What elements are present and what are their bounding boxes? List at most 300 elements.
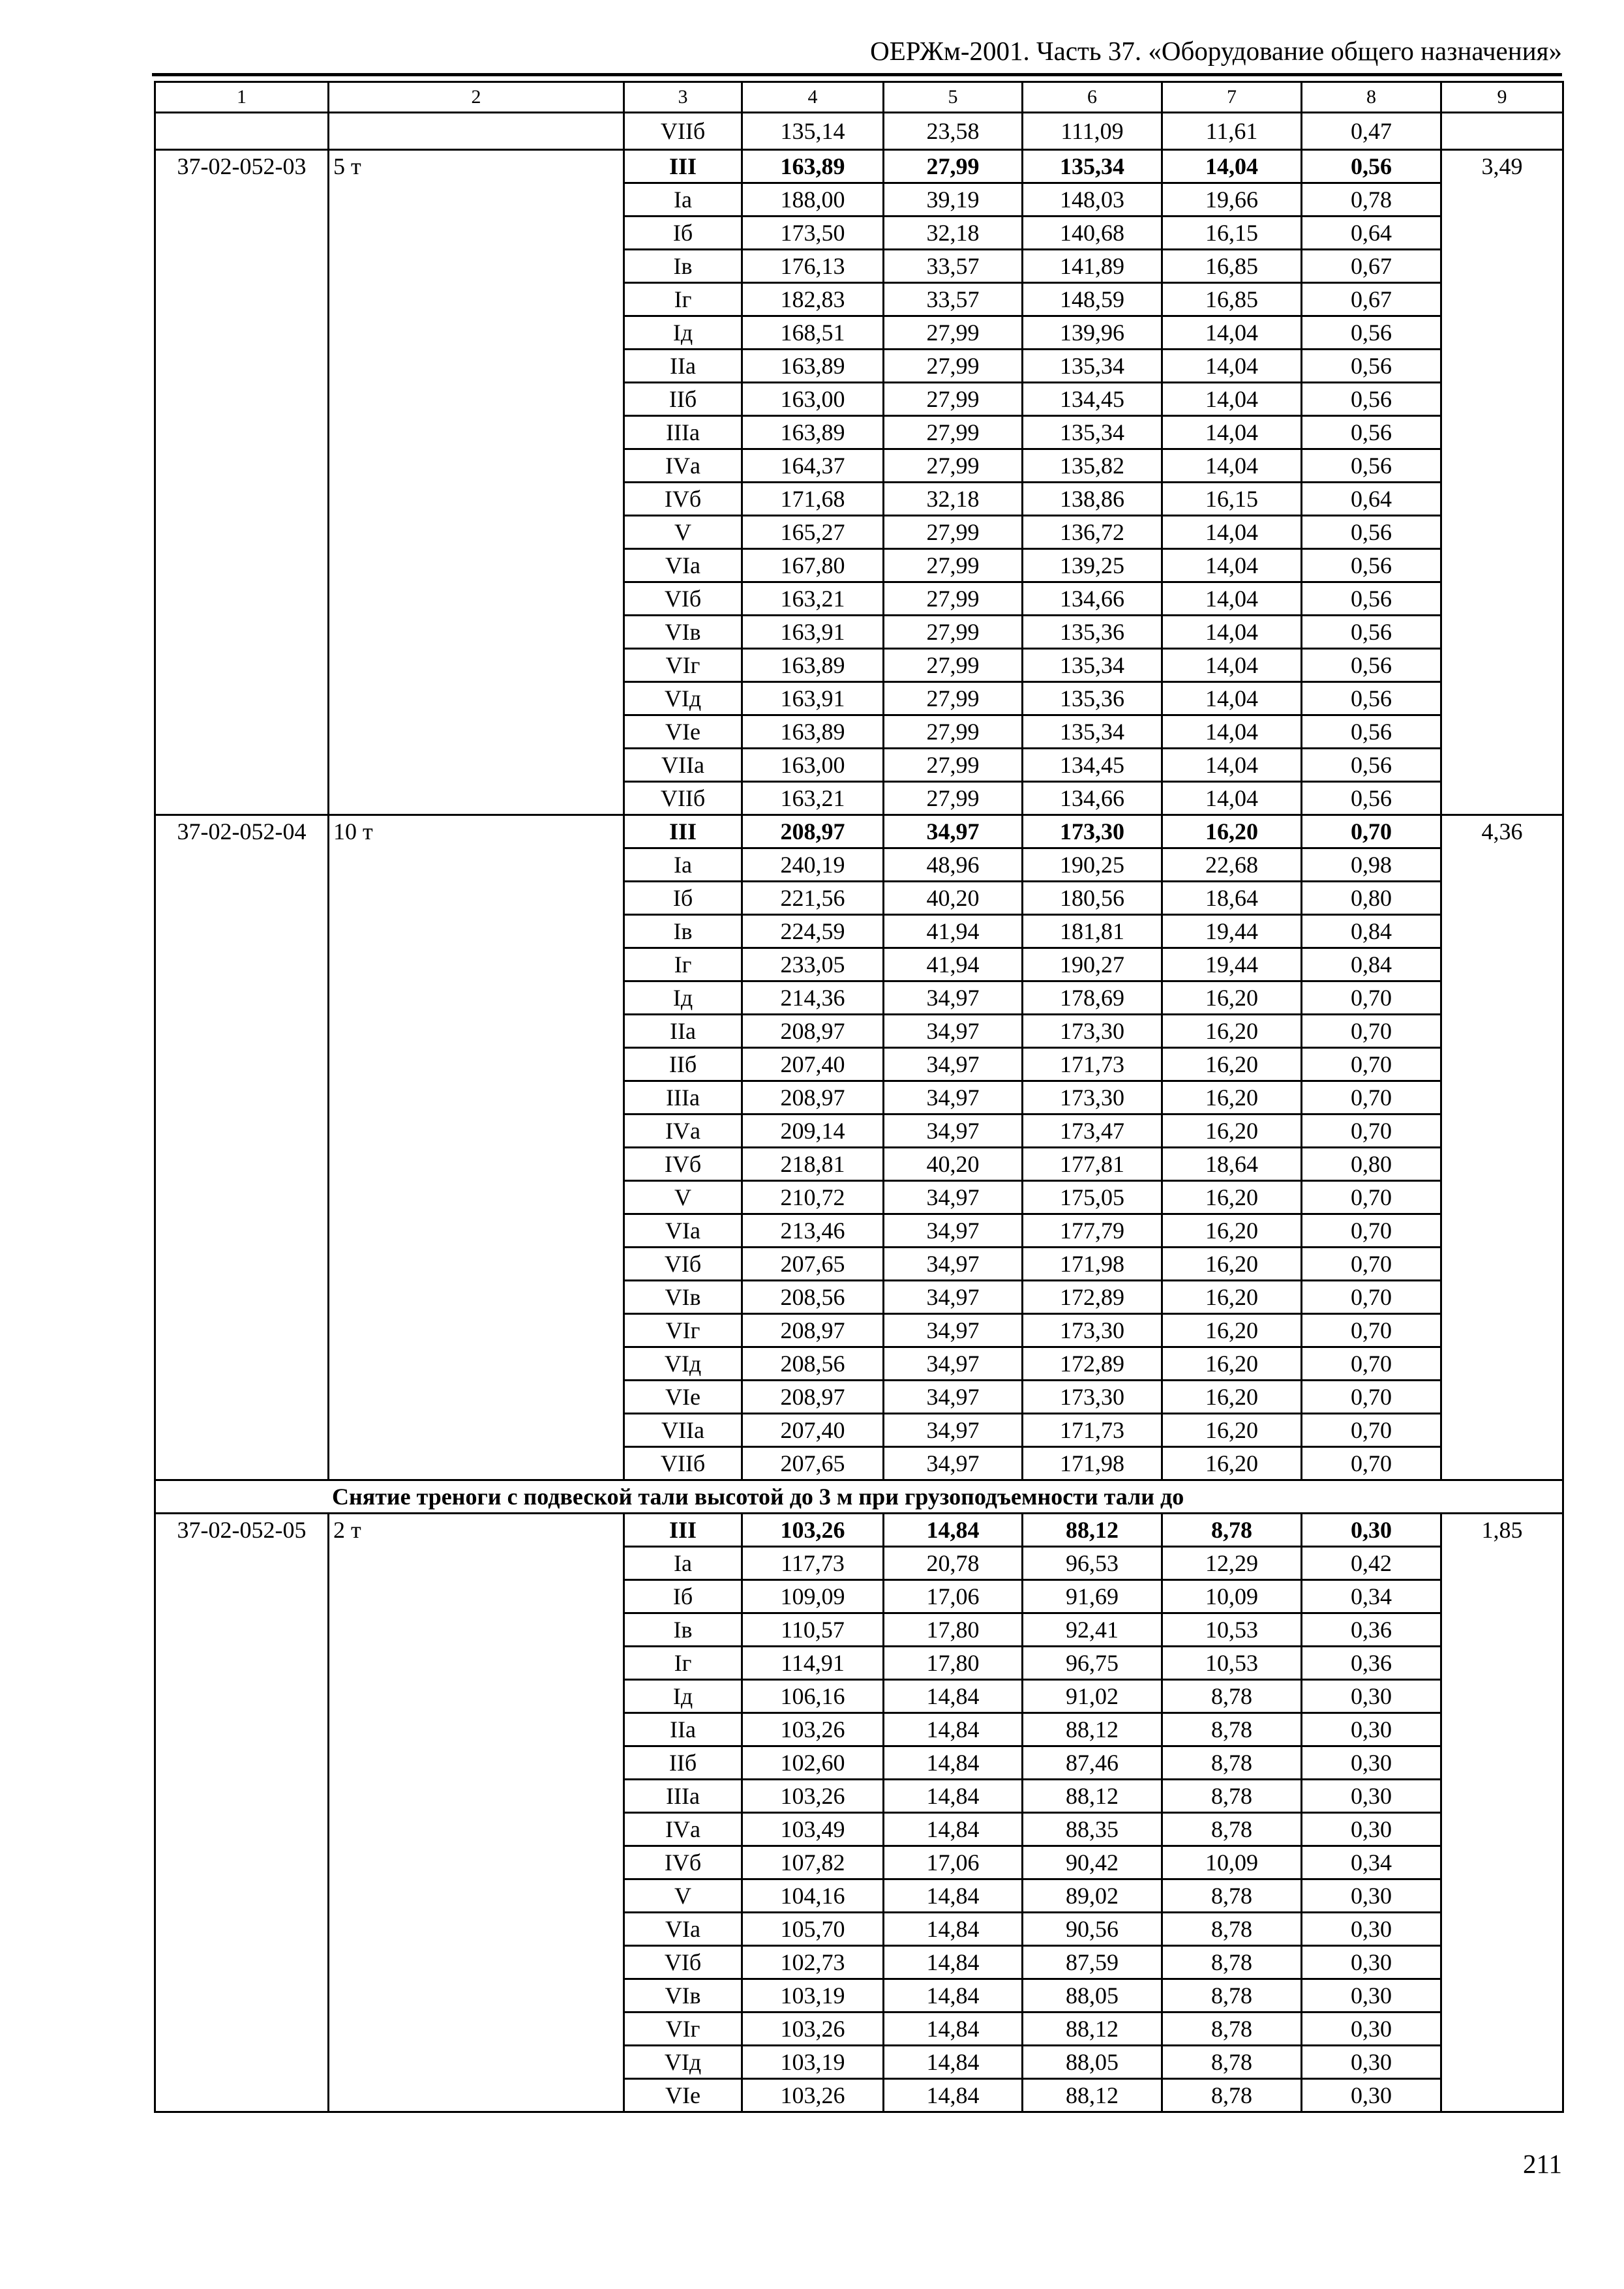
zone-cell: VIIб xyxy=(624,1447,742,1480)
value-cell: 0,70 xyxy=(1302,1214,1441,1248)
value-cell: 34,97 xyxy=(884,1447,1023,1480)
value-cell: 173,30 xyxy=(1023,1015,1162,1048)
value-cell: 16,15 xyxy=(1162,483,1302,516)
zone-cell: VIв xyxy=(624,1281,742,1314)
value-cell: 0,56 xyxy=(1302,383,1441,416)
value-cell: 0,30 xyxy=(1302,1514,1441,1547)
value-cell: 16,20 xyxy=(1162,1414,1302,1447)
value-cell: 34,97 xyxy=(884,1015,1023,1048)
value-cell: 141,89 xyxy=(1023,250,1162,283)
column-number: 5 xyxy=(884,82,1023,113)
value-cell: 10,09 xyxy=(1162,1846,1302,1879)
value-cell: 171,73 xyxy=(1023,1414,1162,1447)
value-cell: 0,56 xyxy=(1302,316,1441,350)
zone-cell: Iг xyxy=(624,1647,742,1680)
zone-cell: Iа xyxy=(624,848,742,882)
value-cell: 103,26 xyxy=(742,1780,884,1813)
value-cell: 16,20 xyxy=(1162,1081,1302,1115)
value-cell: 27,99 xyxy=(884,549,1023,582)
value-cell: 171,98 xyxy=(1023,1447,1162,1480)
zone-cell: VIе xyxy=(624,2079,742,2112)
value-cell: 10,09 xyxy=(1162,1580,1302,1613)
value-cell: 0,30 xyxy=(1302,2046,1441,2079)
value-cell: 27,99 xyxy=(884,582,1023,616)
value-cell: 207,40 xyxy=(742,1414,884,1447)
value-cell: 0,70 xyxy=(1302,1181,1441,1214)
value-cell: 0,30 xyxy=(1302,1879,1441,1913)
value-cell: 139,96 xyxy=(1023,316,1162,350)
zone-cell: Iд xyxy=(624,316,742,350)
value-cell: 17,80 xyxy=(884,1647,1023,1680)
value-cell: 135,14 xyxy=(742,113,884,150)
value-cell: 103,26 xyxy=(742,1514,884,1547)
value-cell: 27,99 xyxy=(884,616,1023,649)
value-cell: 91,69 xyxy=(1023,1580,1162,1613)
value-cell: 0,36 xyxy=(1302,1613,1441,1647)
value-cell: 114,91 xyxy=(742,1647,884,1680)
zone-cell: Iб xyxy=(624,882,742,915)
value-cell: 14,84 xyxy=(884,2046,1023,2079)
value-cell: 16,20 xyxy=(1162,1347,1302,1381)
value-cell: 214,36 xyxy=(742,981,884,1015)
value-cell: 173,50 xyxy=(742,217,884,250)
value-cell: 14,04 xyxy=(1162,549,1302,582)
zone-cell: IVа xyxy=(624,1115,742,1148)
zone-cell: VIе xyxy=(624,715,742,749)
value-cell: 27,99 xyxy=(884,416,1023,449)
value-cell: 27,99 xyxy=(884,682,1023,715)
value-cell: 0,80 xyxy=(1302,882,1441,915)
value-cell: 8,78 xyxy=(1162,1946,1302,1979)
value-cell: 17,06 xyxy=(884,1580,1023,1613)
value-cell: 0,67 xyxy=(1302,283,1441,316)
value-cell: 0,84 xyxy=(1302,948,1441,981)
value-cell: 208,56 xyxy=(742,1281,884,1314)
zone-cell: VIд xyxy=(624,2046,742,2079)
zone-cell: IVа xyxy=(624,1813,742,1846)
value-cell: 14,04 xyxy=(1162,150,1302,183)
norm-capacity: 10 т xyxy=(329,815,624,1480)
value-cell: 22,68 xyxy=(1162,848,1302,882)
value-cell: 163,89 xyxy=(742,649,884,682)
value-cell: 33,57 xyxy=(884,250,1023,283)
value-cell: 8,78 xyxy=(1162,1680,1302,1713)
value-cell: 0,56 xyxy=(1302,582,1441,616)
norms-table-body xyxy=(155,82,1563,2112)
value-cell: 111,09 xyxy=(1023,113,1162,150)
value-cell: 165,27 xyxy=(742,516,884,549)
value-cell: 14,04 xyxy=(1162,782,1302,815)
norm-code: 37-02-052-05 xyxy=(155,1514,329,2112)
value-cell: 0,70 xyxy=(1302,1048,1441,1081)
value-cell: 173,30 xyxy=(1023,1081,1162,1115)
value-cell: 163,21 xyxy=(742,582,884,616)
page-number: 211 xyxy=(1523,2149,1562,2179)
header-rule xyxy=(152,73,1562,76)
value-cell: 0,64 xyxy=(1302,217,1441,250)
value-cell: 171,98 xyxy=(1023,1248,1162,1281)
value-cell: 27,99 xyxy=(884,782,1023,815)
value-cell: 0,30 xyxy=(1302,1780,1441,1813)
value-cell: 213,46 xyxy=(742,1214,884,1248)
norms-table xyxy=(154,81,1564,2113)
zone-cell: Iа xyxy=(624,183,742,217)
value-cell: 88,05 xyxy=(1023,2046,1162,2079)
value-cell: 0,42 xyxy=(1302,1547,1441,1580)
column-number: 9 xyxy=(1441,82,1563,113)
value-cell: 0,78 xyxy=(1302,183,1441,217)
column-number: 2 xyxy=(329,82,624,113)
value-cell: 218,81 xyxy=(742,1148,884,1181)
value-cell: 0,56 xyxy=(1302,682,1441,715)
value-cell: 0,70 xyxy=(1302,1281,1441,1314)
pass-value: 4,36 xyxy=(1441,815,1563,1480)
column-number: 6 xyxy=(1023,82,1162,113)
value-cell: 171,73 xyxy=(1023,1048,1162,1081)
zone-cell: V xyxy=(624,1181,742,1214)
zone-cell: III xyxy=(624,815,742,848)
zone-cell: V xyxy=(624,516,742,549)
zone-cell: VIв xyxy=(624,616,742,649)
value-cell: 0,56 xyxy=(1302,549,1441,582)
zone-cell: IIIа xyxy=(624,1780,742,1813)
value-cell: 90,42 xyxy=(1023,1846,1162,1879)
pass-value: 1,85 xyxy=(1441,1514,1563,2112)
value-cell: 134,45 xyxy=(1023,749,1162,782)
value-cell: 103,49 xyxy=(742,1813,884,1846)
value-cell: 163,89 xyxy=(742,350,884,383)
table-row xyxy=(155,815,1563,848)
value-cell: 14,04 xyxy=(1162,715,1302,749)
value-cell: 16,20 xyxy=(1162,1281,1302,1314)
value-cell: 138,86 xyxy=(1023,483,1162,516)
zone-cell: VIа xyxy=(624,1913,742,1946)
value-cell: 14,04 xyxy=(1162,749,1302,782)
zone-cell: VIIб xyxy=(624,782,742,815)
zone-cell: VIд xyxy=(624,682,742,715)
value-cell: 0,70 xyxy=(1302,1015,1441,1048)
value-cell: 14,84 xyxy=(884,1979,1023,2012)
page-header-title: ОЕРЖм-2001. Часть 37. «Оборудование общего назначения» xyxy=(870,36,1562,66)
zone-cell: VIа xyxy=(624,1214,742,1248)
value-cell: 163,89 xyxy=(742,150,884,183)
value-cell: 163,91 xyxy=(742,616,884,649)
value-cell: 135,36 xyxy=(1023,682,1162,715)
value-cell: 0,70 xyxy=(1302,1081,1441,1115)
value-cell: 190,27 xyxy=(1023,948,1162,981)
value-cell: 0,30 xyxy=(1302,1746,1441,1780)
value-cell: 176,13 xyxy=(742,250,884,283)
value-cell: 23,58 xyxy=(884,113,1023,150)
value-cell: 96,53 xyxy=(1023,1547,1162,1580)
zone-cell: VIг xyxy=(624,649,742,682)
table-row xyxy=(155,150,1563,183)
value-cell: 14,84 xyxy=(884,1680,1023,1713)
value-cell: 27,99 xyxy=(884,516,1023,549)
value-cell: 14,84 xyxy=(884,1746,1023,1780)
value-cell: 14,84 xyxy=(884,1913,1023,1946)
value-cell: 27,99 xyxy=(884,749,1023,782)
value-cell: 180,56 xyxy=(1023,882,1162,915)
zone-cell: IVб xyxy=(624,483,742,516)
value-cell: 14,84 xyxy=(884,1813,1023,1846)
value-cell: 41,94 xyxy=(884,915,1023,948)
zone-cell: VIб xyxy=(624,1946,742,1979)
value-cell: 208,97 xyxy=(742,815,884,848)
value-cell: 0,98 xyxy=(1302,848,1441,882)
zone-cell: Iд xyxy=(624,981,742,1015)
value-cell: 34,97 xyxy=(884,1115,1023,1148)
value-cell: 34,97 xyxy=(884,1281,1023,1314)
value-cell: 207,40 xyxy=(742,1048,884,1081)
column-number-row xyxy=(155,82,1563,113)
zone-cell: IIб xyxy=(624,1048,742,1081)
value-cell: 171,68 xyxy=(742,483,884,516)
value-cell: 178,69 xyxy=(1023,981,1162,1015)
value-cell: 135,34 xyxy=(1023,649,1162,682)
value-cell: 208,56 xyxy=(742,1347,884,1381)
value-cell: 8,78 xyxy=(1162,1913,1302,1946)
value-cell: 168,51 xyxy=(742,316,884,350)
value-cell: 14,04 xyxy=(1162,316,1302,350)
value-cell: 16,20 xyxy=(1162,1214,1302,1248)
value-cell: 33,57 xyxy=(884,283,1023,316)
value-cell: 91,02 xyxy=(1023,1680,1162,1713)
value-cell: 102,60 xyxy=(742,1746,884,1780)
value-cell: 88,12 xyxy=(1023,2079,1162,2112)
value-cell: 0,70 xyxy=(1302,1347,1441,1381)
value-cell: 34,97 xyxy=(884,815,1023,848)
value-cell: 8,78 xyxy=(1162,1514,1302,1547)
value-cell: 8,78 xyxy=(1162,2079,1302,2112)
value-cell: 16,15 xyxy=(1162,217,1302,250)
value-cell: 16,85 xyxy=(1162,283,1302,316)
value-cell: 41,94 xyxy=(884,948,1023,981)
value-cell: 0,34 xyxy=(1302,1846,1441,1879)
value-cell: 182,83 xyxy=(742,283,884,316)
value-cell: 148,59 xyxy=(1023,283,1162,316)
value-cell: 14,04 xyxy=(1162,383,1302,416)
value-cell: 0,34 xyxy=(1302,1580,1441,1613)
zone-cell: IVб xyxy=(624,1846,742,1879)
value-cell: 0,30 xyxy=(1302,2079,1441,2112)
zone-cell: Iв xyxy=(624,250,742,283)
value-cell: 117,73 xyxy=(742,1547,884,1580)
value-cell: 240,19 xyxy=(742,848,884,882)
value-cell: 10,53 xyxy=(1162,1613,1302,1647)
value-cell: 16,20 xyxy=(1162,981,1302,1015)
value-cell: 14,04 xyxy=(1162,350,1302,383)
zone-cell: IIа xyxy=(624,1015,742,1048)
value-cell: 14,04 xyxy=(1162,649,1302,682)
value-cell: 34,97 xyxy=(884,1248,1023,1281)
value-cell: 8,78 xyxy=(1162,1780,1302,1813)
value-cell: 0,56 xyxy=(1302,649,1441,682)
zone-cell: IIб xyxy=(624,383,742,416)
value-cell: 14,84 xyxy=(884,1713,1023,1746)
value-cell: 0,67 xyxy=(1302,250,1441,283)
value-cell: 0,80 xyxy=(1302,1148,1441,1181)
column-number: 4 xyxy=(742,82,884,113)
value-cell: 90,56 xyxy=(1023,1913,1162,1946)
value-cell: 109,09 xyxy=(742,1580,884,1613)
value-cell: 210,72 xyxy=(742,1181,884,1214)
value-cell: 0,64 xyxy=(1302,483,1441,516)
value-cell: 104,16 xyxy=(742,1879,884,1913)
value-cell: 34,97 xyxy=(884,981,1023,1015)
norm-capacity: 2 т xyxy=(329,1514,624,2112)
value-cell: 173,30 xyxy=(1023,815,1162,848)
value-cell: 16,20 xyxy=(1162,1015,1302,1048)
value-cell: 11,61 xyxy=(1162,113,1302,150)
value-cell: 208,97 xyxy=(742,1314,884,1347)
zone-cell: III xyxy=(624,1514,742,1547)
norm-code: 37-02-052-03 xyxy=(155,150,329,815)
table-row xyxy=(155,113,1563,150)
value-cell: 0,56 xyxy=(1302,782,1441,815)
value-cell: 0,47 xyxy=(1302,113,1441,150)
value-cell: 87,46 xyxy=(1023,1746,1162,1780)
value-cell: 0,30 xyxy=(1302,1813,1441,1846)
value-cell: 40,20 xyxy=(884,1148,1023,1181)
value-cell: 0,56 xyxy=(1302,150,1441,183)
value-cell: 14,84 xyxy=(884,1780,1023,1813)
zone-cell: IVа xyxy=(624,449,742,483)
value-cell: 14,04 xyxy=(1162,582,1302,616)
value-cell: 175,05 xyxy=(1023,1181,1162,1214)
value-cell: 135,34 xyxy=(1023,416,1162,449)
value-cell: 106,16 xyxy=(742,1680,884,1713)
value-cell: 103,19 xyxy=(742,1979,884,2012)
value-cell: 16,20 xyxy=(1162,1115,1302,1148)
value-cell: 0,30 xyxy=(1302,1913,1441,1946)
value-cell: 8,78 xyxy=(1162,1746,1302,1780)
value-cell: 17,06 xyxy=(884,1846,1023,1879)
value-cell: 173,47 xyxy=(1023,1115,1162,1148)
value-cell: 88,05 xyxy=(1023,1979,1162,2012)
value-cell: 0,56 xyxy=(1302,516,1441,549)
norm-capacity: 5 т xyxy=(329,150,624,815)
value-cell: 0,70 xyxy=(1302,1414,1441,1447)
value-cell: 16,20 xyxy=(1162,1447,1302,1480)
zone-cell: VIб xyxy=(624,582,742,616)
value-cell: 0,56 xyxy=(1302,350,1441,383)
capacity-cell xyxy=(329,113,624,150)
value-cell: 148,03 xyxy=(1023,183,1162,217)
zone-cell: V xyxy=(624,1879,742,1913)
zone-cell: Iг xyxy=(624,948,742,981)
value-cell: 16,20 xyxy=(1162,1181,1302,1214)
value-cell: 8,78 xyxy=(1162,1979,1302,2012)
zone-cell: Iа xyxy=(624,1547,742,1580)
value-cell: 0,56 xyxy=(1302,416,1441,449)
value-cell: 221,56 xyxy=(742,882,884,915)
zone-cell: VIг xyxy=(624,1314,742,1347)
value-cell: 27,99 xyxy=(884,449,1023,483)
value-cell: 34,97 xyxy=(884,1214,1023,1248)
value-cell: 0,30 xyxy=(1302,1946,1441,1979)
value-cell: 88,12 xyxy=(1023,1713,1162,1746)
value-cell: 103,19 xyxy=(742,2046,884,2079)
value-cell: 48,96 xyxy=(884,848,1023,882)
value-cell: 167,80 xyxy=(742,549,884,582)
value-cell: 188,00 xyxy=(742,183,884,217)
value-cell: 19,44 xyxy=(1162,915,1302,948)
value-cell: 134,45 xyxy=(1023,383,1162,416)
value-cell: 0,70 xyxy=(1302,815,1441,848)
value-cell: 0,30 xyxy=(1302,1713,1441,1746)
value-cell: 173,30 xyxy=(1023,1314,1162,1347)
value-cell: 208,97 xyxy=(742,1015,884,1048)
value-cell: 14,84 xyxy=(884,1946,1023,1979)
value-cell: 87,59 xyxy=(1023,1946,1162,1979)
value-cell: 40,20 xyxy=(884,882,1023,915)
value-cell: 139,25 xyxy=(1023,549,1162,582)
zone-cell: IIIа xyxy=(624,1081,742,1115)
column-number: 3 xyxy=(624,82,742,113)
value-cell: 102,73 xyxy=(742,1946,884,1979)
value-cell: 14,84 xyxy=(884,2012,1023,2046)
value-cell: 16,85 xyxy=(1162,250,1302,283)
value-cell: 103,26 xyxy=(742,2079,884,2112)
value-cell: 177,81 xyxy=(1023,1148,1162,1181)
value-cell: 172,89 xyxy=(1023,1281,1162,1314)
value-cell: 0,30 xyxy=(1302,1680,1441,1713)
value-cell: 17,80 xyxy=(884,1613,1023,1647)
pass-cell xyxy=(1441,113,1563,150)
value-cell: 208,97 xyxy=(742,1081,884,1115)
value-cell: 34,97 xyxy=(884,1347,1023,1381)
column-number: 1 xyxy=(155,82,329,113)
value-cell: 89,02 xyxy=(1023,1879,1162,1913)
value-cell: 136,72 xyxy=(1023,516,1162,549)
value-cell: 27,99 xyxy=(884,350,1023,383)
value-cell: 0,70 xyxy=(1302,1248,1441,1281)
zone-cell: VIг xyxy=(624,2012,742,2046)
value-cell: 34,97 xyxy=(884,1048,1023,1081)
value-cell: 103,26 xyxy=(742,2012,884,2046)
value-cell: 27,99 xyxy=(884,383,1023,416)
value-cell: 32,18 xyxy=(884,483,1023,516)
value-cell: 134,66 xyxy=(1023,782,1162,815)
value-cell: 8,78 xyxy=(1162,1813,1302,1846)
value-cell: 88,35 xyxy=(1023,1813,1162,1846)
zone-cell: Iв xyxy=(624,1613,742,1647)
value-cell: 105,70 xyxy=(742,1913,884,1946)
value-cell: 34,97 xyxy=(884,1181,1023,1214)
value-cell: 135,36 xyxy=(1023,616,1162,649)
zone-cell: VIа xyxy=(624,549,742,582)
value-cell: 0,30 xyxy=(1302,1979,1441,2012)
value-cell: 0,56 xyxy=(1302,616,1441,649)
value-cell: 0,36 xyxy=(1302,1647,1441,1680)
zone-cell: IIа xyxy=(624,1713,742,1746)
value-cell: 0,70 xyxy=(1302,1314,1441,1347)
value-cell: 173,30 xyxy=(1023,1381,1162,1414)
value-cell: 233,05 xyxy=(742,948,884,981)
value-cell: 135,34 xyxy=(1023,350,1162,383)
code-cell xyxy=(155,113,329,150)
value-cell: 134,66 xyxy=(1023,582,1162,616)
value-cell: 208,97 xyxy=(742,1381,884,1414)
value-cell: 163,91 xyxy=(742,682,884,715)
zone-cell: III xyxy=(624,150,742,183)
value-cell: 20,78 xyxy=(884,1547,1023,1580)
value-cell: 209,14 xyxy=(742,1115,884,1148)
value-cell: 18,64 xyxy=(1162,1148,1302,1181)
value-cell: 12,29 xyxy=(1162,1547,1302,1580)
table-row xyxy=(155,1514,1563,1547)
